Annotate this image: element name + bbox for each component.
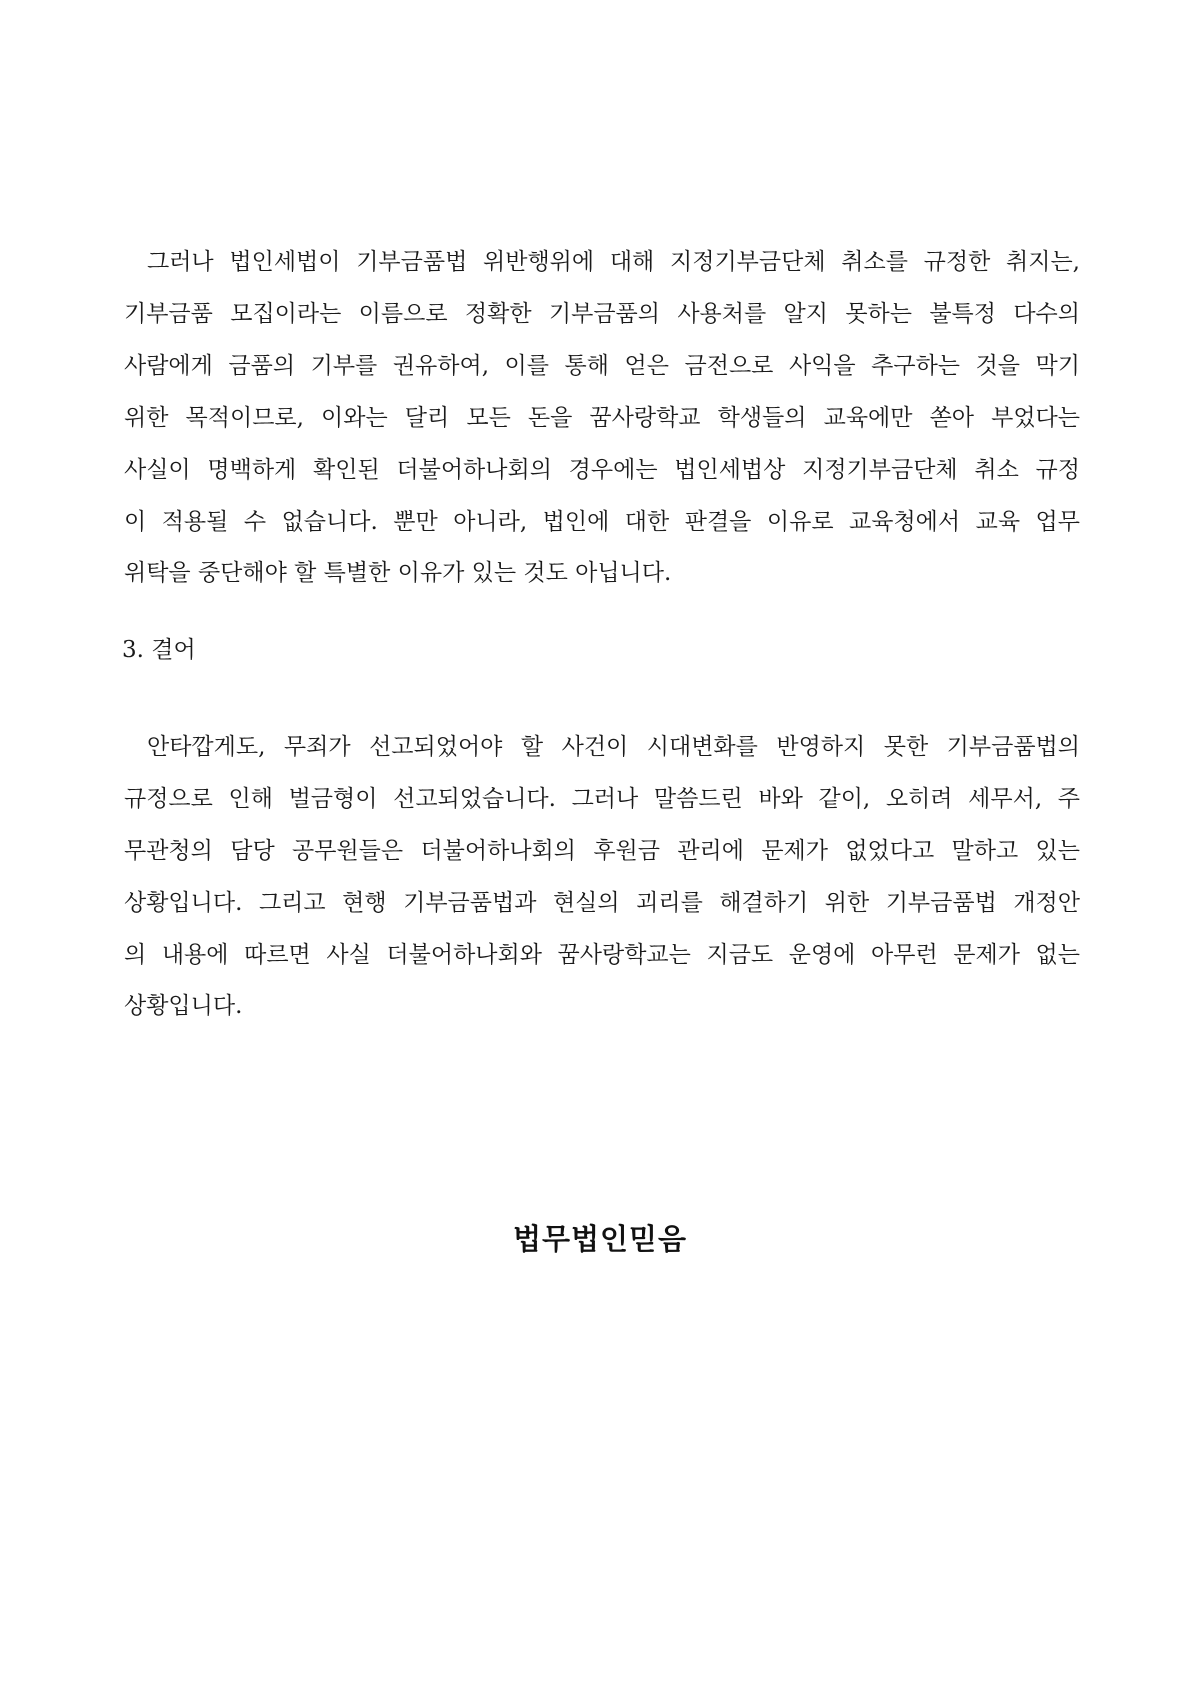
paragraph-2-line-4: 상황입니다. 그리고 현행 기부금품법과 현실의 괴리를 해결하기 위한 기부금품법 개정안 — [124, 890, 1080, 916]
paragraph-1-line-3: 사람에게 금품의 기부를 권유하여, 이를 통해 얻은 금전으로 사익을 추구하는 것을 막기 — [124, 353, 1080, 379]
law-firm-signature: 법무법인믿음 — [512, 1222, 688, 1256]
paragraph-2-line-3: 무관청의 담당 공무원들은 더불어하나회의 후원금 관리에 문제가 없었다고 말하고 있는 — [124, 838, 1080, 864]
paragraph-1-line-4: 위한 목적이므로, 이와는 달리 모든 돈을 꿈사랑학교 학생들의 교육에만 쏟아 부었다는 — [124, 405, 1080, 431]
paragraph-1-line-2: 기부금품 모집이라는 이름으로 정확한 기부금품의 사용처를 알지 못하는 불특정 다수의 — [124, 301, 1080, 327]
paragraph-2-line-2: 규정으로 인해 벌금형이 선고되었습니다. 그러나 말씀드린 바와 같이, 오히려 세무서, 주 — [124, 786, 1080, 812]
paragraph-1-line-7: 위탁을 중단해야 할 특별한 이유가 있는 것도 아닙니다. — [124, 560, 672, 586]
paragraph-1-line-5: 사실이 명백하게 확인된 더불어하나회의 경우에는 법인세법상 지정기부금단체 취소 규정 — [124, 457, 1080, 483]
section-heading-conclusion: 3. 결어 — [122, 637, 196, 663]
paragraph-1-line-1: 그러나 법인세법이 기부금품법 위반행위에 대해 지정기부금단체 취소를 규정한 취지는, — [147, 249, 1080, 275]
paragraph-2-line-6: 상황입니다. — [124, 993, 243, 1019]
paragraph-2-line-5: 의 내용에 따르면 사실 더불어하나회와 꿈사랑학교는 지금도 운영에 아무런 문제가 없는 — [124, 942, 1080, 968]
paragraph-1-line-6: 이 적용될 수 없습니다. 뿐만 아니라, 법인에 대한 판결을 이유로 교육청에서 교육 업무 — [124, 509, 1080, 535]
paragraph-2-line-1: 안타깝게도, 무죄가 선고되었어야 할 사건이 시대변화를 반영하지 못한 기부금품법의 — [147, 734, 1080, 760]
